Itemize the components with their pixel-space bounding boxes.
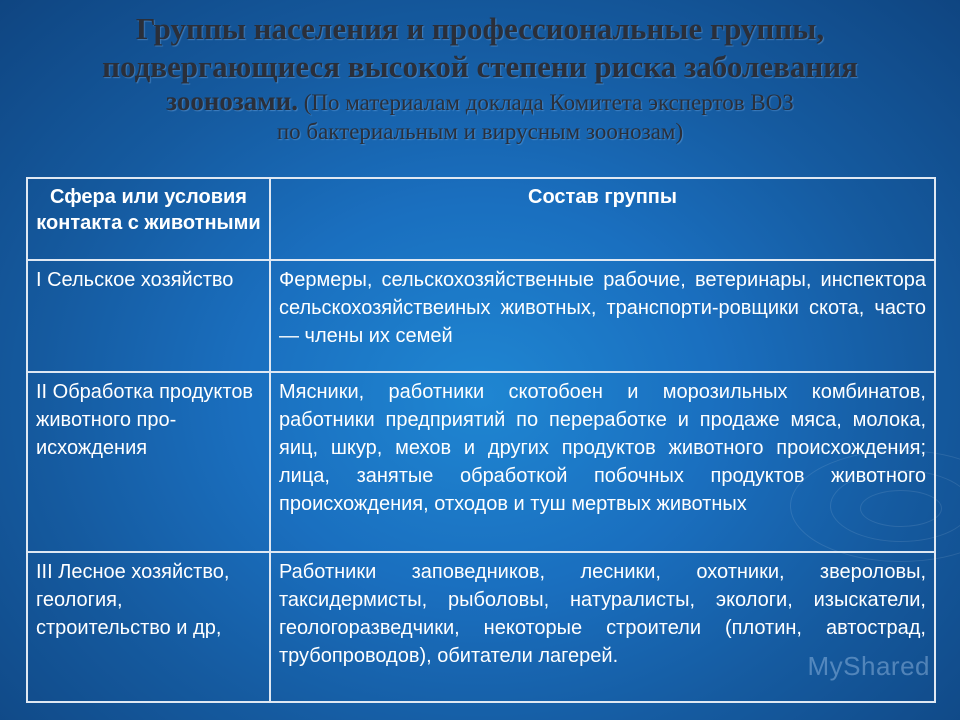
table-row (27, 552, 935, 702)
risk-groups-table (26, 177, 936, 703)
watermark: MyShared (807, 651, 930, 681)
title-line-3-note: (По материалам доклада Комитета экспертов ВОЗ (297, 90, 794, 115)
cell-composition: Работники заповедников, лесники, охотники, звероловы, таксидермисты, рыболовы, натуралисты, экологи, изыскатели, геологоразведчики, некоторые строители (плотин, автострад, трубопроводов), обитатели лагерей. (270, 552, 935, 702)
cell-composition: Мясники, работники скотобоен и морозильных комбинатов, работники предприятий по переработке и продаже мяса, молока, яиц, шкур, мехов и других продуктов животного происхождения; лица, занятые обработкой побочных продуктов животного происхождения, отходов и туш мертвых животных (270, 372, 935, 552)
title-line-2: подвергающиеся высокой степени риска заболевания (102, 49, 858, 84)
title-line-1: Группы населения и профессиональные группы, (135, 11, 825, 46)
header-sphere: Сфера или условия контакта с животными (27, 178, 270, 260)
title-line-3 (40, 86, 920, 118)
table-row (27, 372, 935, 552)
header-composition: Состав группы (270, 178, 935, 260)
cell-sphere: II Обработка продуктов животного про-исхождения (27, 372, 270, 552)
cell-sphere: III Лесное хозяйство, геология, строительство и др, (27, 552, 270, 702)
table-row (27, 260, 935, 372)
slide-title (40, 10, 920, 146)
title-line-3-bold: зоонозами. (166, 86, 298, 116)
title-line-4: по бактериальным и вирусным зоонозам) (276, 119, 684, 144)
cell-composition: Фермеры, сельскохозяйственные рабочие, ветеринары, инспектора сельскохозяйствеиных животных, транспорти-ровщики скота, часто — члены их семей (270, 260, 935, 372)
cell-sphere: I Сельское хозяйство (27, 260, 270, 372)
table-header-row (27, 178, 935, 260)
